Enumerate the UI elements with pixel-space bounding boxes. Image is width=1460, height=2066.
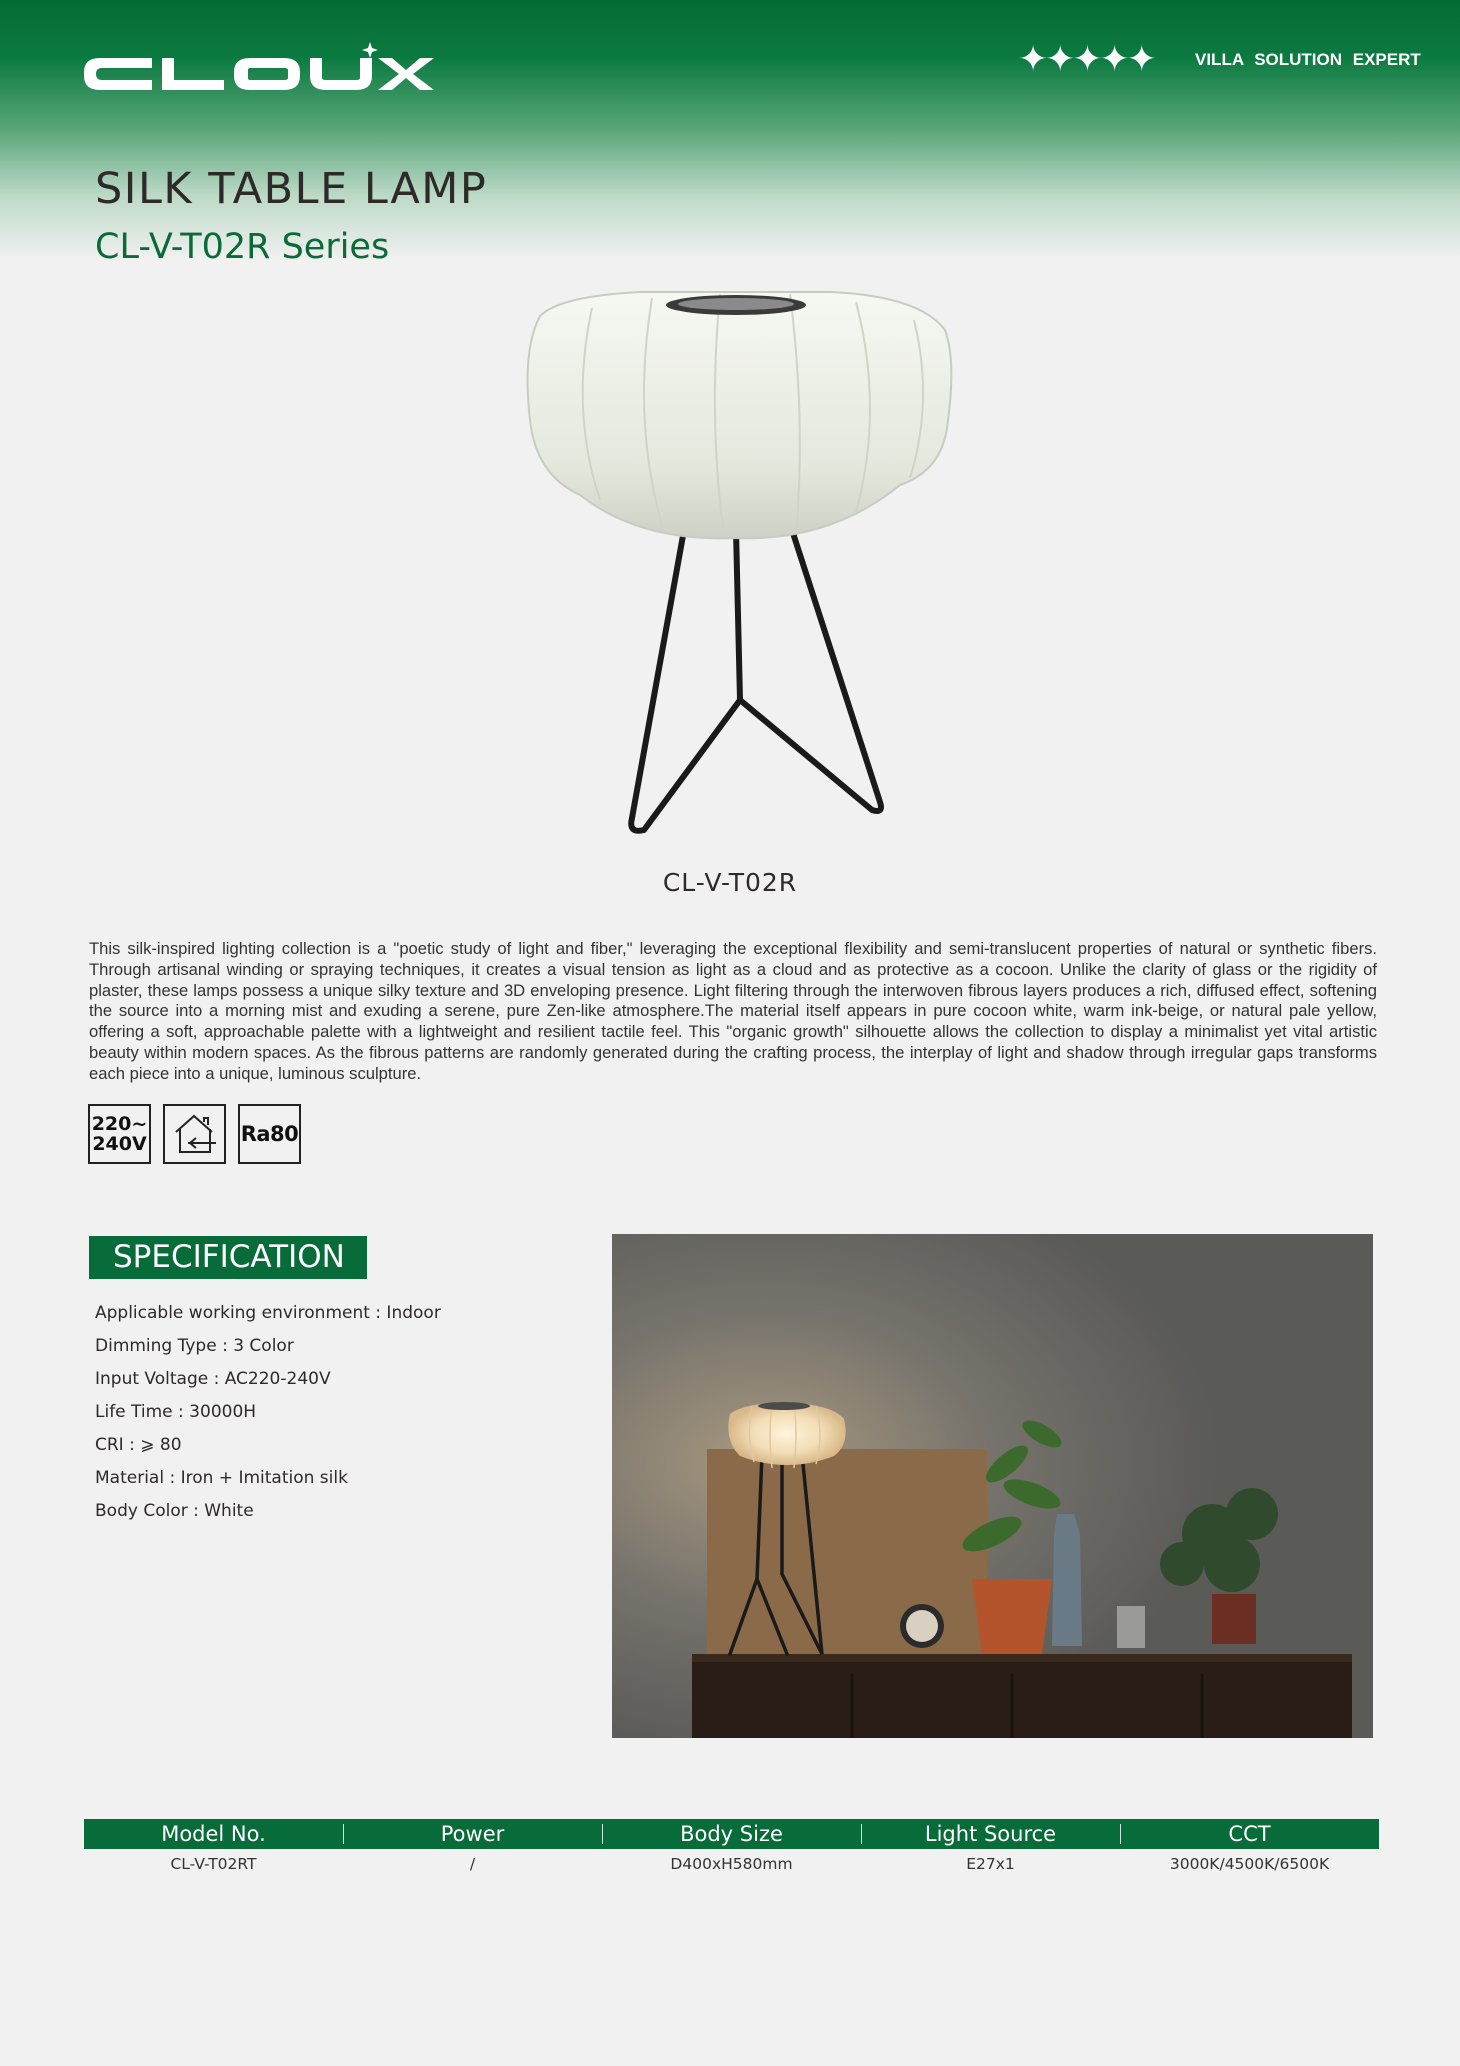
rating-stars: ✦✦✦✦✦ [1018, 39, 1154, 80]
svg-text:CLOUX: CLOUX [82, 42, 86, 43]
table-header-row [84, 1819, 1379, 1849]
brand-logo [82, 42, 438, 102]
cell-body-size: D400xH580mm [670, 1855, 793, 1873]
spec-item-cri: CRI : ⩾ 80 [95, 1435, 182, 1455]
header-body-size: Body Size [602, 1819, 861, 1849]
spec-item-body-color: Body Color : White [95, 1501, 254, 1521]
header-model-no: Model No. [161, 1822, 266, 1846]
cell-power: / [469, 1855, 476, 1873]
specification-heading: SPECIFICATION [89, 1236, 367, 1279]
header-power: Power [343, 1819, 602, 1849]
spec-item-material: Material : Iron + Imitation silk [95, 1468, 348, 1488]
product-image-lamp [500, 280, 970, 840]
cell-light-source: E27x1 [966, 1855, 1015, 1873]
product-description: This silk-inspired lighting collection is a "poetic study of light and fiber," leveraging the exceptional flexibility and semi-translucent properties of natural or synthetic fibers. Through artisanal winding or spraying techniques, it creates a visual tension as light as a cloud and as protective as a cocoon. Unlike the clarity of glass or the rigidity of plaster, these lamps possess a unique silky texture and 3D enveloping presence. Light filtering through the interwoven fibrous layers produces a rich, diffused effect, softening the source into a morning mist and exuding a serene, pure Zen-like atmosphere.The material itself appears in pure cocoon white, warm ink-beige, or natural pale yellow, offering a soft, approachable palette with a lightweight and resilient tactile feel. This "organic growth" silhouette allows the collection to display a minimalist yet vital artistic beauty within modern spaces. As the fibrous patterns are randomly generated during the crafting process, the interplay of light and shadow through irregular gaps transforms each piece into a unique, luminous sculpture. [89, 939, 1377, 1083]
voltage-badge [88, 1104, 151, 1164]
spec-item-lifetime: Life Time : 30000H [95, 1402, 257, 1422]
cri-badge: Ra80 [238, 1104, 301, 1164]
spec-item-dimming: Dimming Type : 3 Color [95, 1336, 294, 1356]
header-light-source: Light Source [861, 1819, 1120, 1849]
indoor-house-icon [170, 1112, 220, 1156]
table-row [84, 1849, 1379, 1879]
lifestyle-photo [612, 1234, 1373, 1738]
model-caption: CL-V-T02R [662, 868, 798, 897]
voltage-line-1: 220~ [91, 1113, 148, 1135]
indoor-badge [163, 1104, 226, 1164]
header-band [0, 0, 1460, 260]
header-cct: CCT [1120, 1819, 1379, 1849]
spec-item-voltage: Input Voltage : AC220-240V [95, 1369, 331, 1389]
series-subtitle: CL-V-T02R Series [95, 227, 390, 267]
spec-table [84, 1819, 1379, 1879]
tagline: VILLA SOLUTION EXPERT [1195, 50, 1421, 69]
cell-cct: 3000K/4500K/6500K [1169, 1855, 1330, 1873]
voltage-line-2: 240V [92, 1133, 147, 1155]
specification-list [95, 1301, 441, 1532]
page-title: SILK TABLE LAMP [95, 164, 488, 214]
spec-item-environment: Applicable working environment : Indoor [95, 1303, 441, 1323]
cell-model-no: CL-V-T02RT [170, 1855, 257, 1873]
